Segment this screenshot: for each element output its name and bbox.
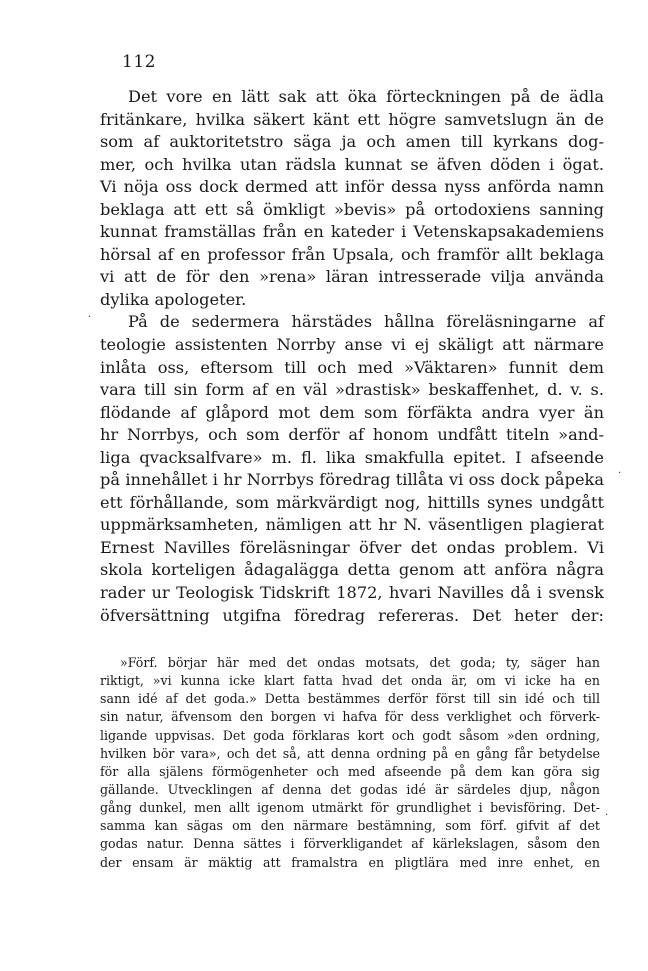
quote-line: godas natur. Denna sättes i förverkligandet af kärlekslagen, såsom den [100, 836, 600, 852]
quote-line: ligande uppvisas. Det goda förklaras kort och godt såsom »den ordning, [100, 727, 600, 743]
body-line: hr Norrbys, och som derför af honom undfått titeln »and- [100, 425, 604, 445]
body-text [100, 86, 604, 627]
body-line: vara till sin form af en väl »drastisk» beskaffenhet, d. v. s. [100, 380, 604, 400]
body-line: hörsal af en professor från Upsala, och framför allt beklaga [100, 244, 604, 264]
body-line: mer, och hvilka utan rädsla kunnat se äfven döden i ögat. [100, 154, 604, 174]
margin-dot: · [605, 810, 609, 821]
body-line: beklaga att ett så ömkligt »bevis» på ortodoxiens sanning [100, 199, 604, 219]
quote-line: der ensam är mäktig att framalstra en pligtlära med inre enhet, en [100, 854, 600, 870]
quote-line: samma kan sägas om den närmare bestämning, som förf. gifvit af det [100, 818, 600, 834]
quote-line: gällande. Utvecklingen af denna det godas idé är särdeles djup, någon [100, 781, 600, 797]
quote-line: riktigt, »vi kunna icke klart fatta hvad det onda är, om vi icke ha en [100, 673, 600, 689]
body-line: uppmärksamheten, nämligen att hr N. väsentligen plagierat [100, 515, 604, 535]
body-line: vi att de för den »rena» läran intresserade vilja använda [100, 267, 604, 287]
quote-line: gång dunkel, men allt igenom utmärkt för grundlighet i bevisföring. Det- [100, 800, 600, 816]
body-line: öfversättning utgifna föredrag refereras. Det heter der: [100, 605, 604, 625]
margin-dot: · [88, 312, 92, 323]
body-line: liga qvacksalfvare» m. fl. lika smakfulla epitet. I afseende [100, 447, 604, 467]
body-line: På de sedermera härstädes hållna föreläsningarne af [128, 312, 604, 332]
body-line: dylika apologeter. [100, 289, 247, 309]
quote-line: hvilken bör vara», och det så, att denna ordning på en gång får betydelse [100, 745, 600, 761]
body-line: på innehållet i hr Norrbys föredrag tillåta vi oss dock påpeka [100, 470, 604, 490]
body-line: kunnat framställas från en kateder i Vetenskapsakademiens [100, 222, 604, 242]
quote-line: »Förf. börjar här med det ondas motsats, det goda; ty, säger han [120, 655, 600, 670]
body-line: Ernest Navilles föreläsningar öfver det ondas problem. Vi [100, 537, 604, 557]
body-line: rader ur Teologisk Tidskrift 1872, hvari Navilles då i svensk [100, 583, 604, 603]
body-line: Det vore en lätt sak att öka förteckningen på de ädla [128, 87, 604, 106]
quote-line: sann idé af det goda.» Detta bestämmes derför först till sin idé och till [100, 691, 600, 707]
quoted-passage [100, 654, 600, 872]
body-line: inlåta oss, eftersom till och med »Väktaren» funnit dem [100, 357, 604, 377]
page-number: 112 [122, 52, 156, 72]
quote-line: sin natur, äfvensom den borgen vi hafva för dess verklighet och förverk- [100, 709, 600, 725]
body-line: Vi nöja oss dock dermed att inför dessa nyss anförda namn [100, 177, 604, 197]
body-line: som af auktoritetstro säga ja och amen till kyrkans dog- [100, 132, 604, 152]
body-line: skola korteligen ådagalägga detta genom att anföra några [100, 560, 604, 580]
quote-line: för alla själens förmögenheter och med afseende på dem kan göra sig [100, 763, 600, 779]
body-line: ett förhållande, som märkvärdigt nog, hittills synes undgått [100, 492, 604, 512]
body-line: teologie assistenten Norrby anse vi ej skäligt att närmare [100, 335, 604, 355]
margin-dot: · [618, 468, 622, 479]
body-line: flödande af glåpord mot dem som förfäkta andra vyer än [100, 402, 604, 422]
body-line: fritänkare, hvilka säkert känt ett högre samvetslugn än de [100, 109, 604, 129]
